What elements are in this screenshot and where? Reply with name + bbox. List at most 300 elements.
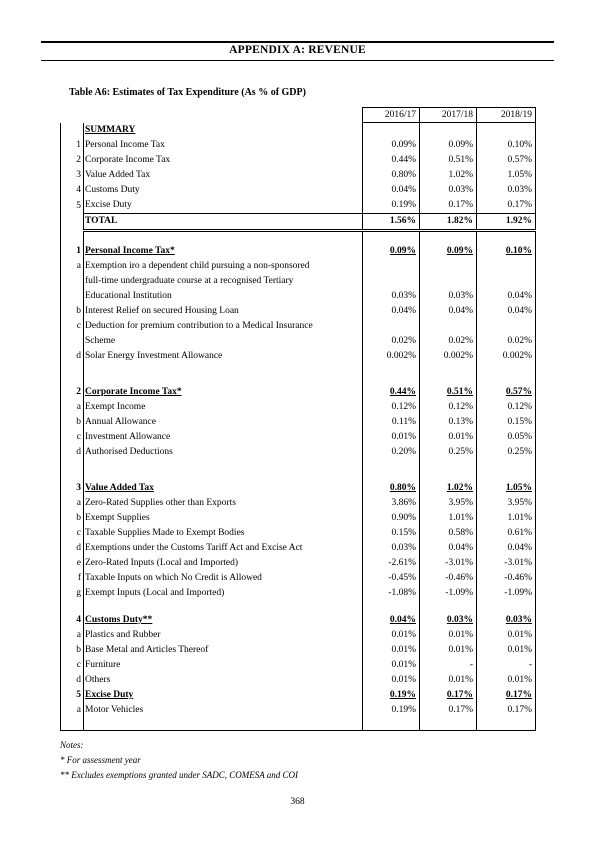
table-row <box>61 511 536 526</box>
value-text: 0.03% <box>507 185 532 195</box>
row-description-text: Furniture <box>85 660 121 670</box>
spacer-cell <box>420 231 477 245</box>
spacer-cell <box>61 601 84 613</box>
value-text: 0.04% <box>507 291 532 301</box>
value-text: 0.12% <box>507 402 532 412</box>
value-cell <box>477 613 536 628</box>
value-text: 0.03% <box>505 615 532 625</box>
value-text: 1.01% <box>448 513 473 523</box>
value-cell <box>363 153 420 168</box>
row-index: c <box>61 319 84 334</box>
value-cell <box>420 349 477 364</box>
row-description <box>84 445 363 460</box>
value-cell <box>420 259 477 274</box>
value-text: -3.01% <box>445 558 473 568</box>
value-cell <box>420 496 477 511</box>
value-cell <box>420 198 477 214</box>
row-index: c <box>61 526 84 541</box>
table-row <box>61 628 536 643</box>
table-row <box>61 319 536 334</box>
value-text: 0.04% <box>507 543 532 553</box>
value-cell <box>477 274 536 289</box>
value-cell <box>363 481 420 496</box>
value-text: 0.19% <box>391 200 416 210</box>
value-text: 0.10% <box>507 140 532 150</box>
value-cell <box>420 430 477 445</box>
row-description <box>84 526 363 541</box>
row-index: a <box>61 496 84 511</box>
row-index: 4 <box>61 183 84 198</box>
value-cell <box>363 319 420 334</box>
table-row <box>61 400 536 415</box>
row-description-text: Corporate Income Tax* <box>85 387 182 397</box>
row-description <box>84 556 363 571</box>
row-description <box>84 319 363 334</box>
notes <box>60 738 298 783</box>
row-description <box>84 244 363 259</box>
value-text: 0.09% <box>448 140 473 150</box>
row-index: a <box>61 259 84 274</box>
row-description-text: Solar Energy Investment Allowance <box>85 351 223 361</box>
row-description-text: Customs Duty <box>85 185 140 195</box>
value-text: 0.002% <box>386 351 416 361</box>
table-row <box>61 703 536 718</box>
value-text: 0.04% <box>391 185 416 195</box>
value-text: 0.02% <box>448 336 473 346</box>
row-description-text: SUMMARY <box>85 125 136 135</box>
value-cell <box>477 688 536 703</box>
value-cell <box>420 244 477 259</box>
table-row <box>61 274 536 289</box>
spacer-cell <box>420 718 477 731</box>
row-description <box>84 138 363 153</box>
row-index <box>61 123 84 139</box>
value-text: 3.95% <box>448 498 473 508</box>
row-index: a <box>61 400 84 415</box>
value-cell <box>420 658 477 673</box>
value-text: 0.04% <box>389 615 416 625</box>
table-row <box>61 673 536 688</box>
spacer-cell <box>363 364 420 385</box>
row-description <box>84 214 363 231</box>
section-row <box>61 244 536 259</box>
spacer-row <box>61 364 536 385</box>
row-index: b <box>61 643 84 658</box>
spacer-row <box>61 231 536 245</box>
value-text: 0.19% <box>389 690 416 700</box>
row-description-text: Zero-Rated Supplies other than Exports <box>85 498 236 508</box>
value-text: 0.03% <box>391 543 416 553</box>
value-cell <box>420 445 477 460</box>
value-text: 0.03% <box>448 185 473 195</box>
value-cell <box>363 244 420 259</box>
table-row <box>61 289 536 304</box>
value-cell <box>420 153 477 168</box>
year-header: 2017/18 <box>420 108 477 123</box>
table-row <box>61 430 536 445</box>
row-index: 4 <box>61 613 84 628</box>
value-text: 0.002% <box>502 351 532 361</box>
table-row <box>61 153 536 168</box>
value-text: 0.15% <box>507 417 532 427</box>
value-text: 0.17% <box>448 200 473 210</box>
value-cell <box>477 511 536 526</box>
table-row <box>61 541 536 556</box>
total-row <box>61 214 536 231</box>
row-index: b <box>61 511 84 526</box>
row-index: f <box>61 571 84 586</box>
value-cell <box>420 628 477 643</box>
spacer-cell <box>363 460 420 481</box>
notes-heading: Notes: <box>60 740 84 750</box>
spacer-cell <box>61 364 84 385</box>
row-description <box>84 613 363 628</box>
row-description-text: Motor Vehicles <box>85 705 144 715</box>
row-description-text: Taxable Inputs on which No Credit is Allowed <box>85 573 262 583</box>
section-row <box>61 613 536 628</box>
value-text: 3.86% <box>391 498 416 508</box>
value-text: 0.58% <box>448 528 473 538</box>
row-index: b <box>61 415 84 430</box>
value-cell <box>420 168 477 183</box>
row-description-text: full-time undergraduate course at a recognised Tertiary <box>85 276 294 286</box>
value-cell <box>477 628 536 643</box>
spacer-row <box>61 718 536 731</box>
value-cell <box>477 244 536 259</box>
value-cell <box>420 556 477 571</box>
spacer-cell <box>363 718 420 731</box>
row-index: e <box>61 556 84 571</box>
value-cell <box>363 400 420 415</box>
table-row <box>61 571 536 586</box>
value-cell <box>363 613 420 628</box>
row-description-text: Base Metal and Articles Thereof <box>85 645 209 655</box>
row-description <box>84 385 363 400</box>
table-row <box>61 304 536 319</box>
row-description <box>84 334 363 349</box>
value-cell <box>420 481 477 496</box>
table-row <box>61 334 536 349</box>
spacer-cell <box>84 364 363 385</box>
value-cell <box>477 430 536 445</box>
row-description <box>84 511 363 526</box>
value-cell <box>363 138 420 153</box>
row-description-text: Zero-Rated Inputs (Local and Imported) <box>85 558 238 568</box>
row-description-text: Plastics and Rubber <box>85 630 161 640</box>
header-blank-index <box>61 108 84 123</box>
value-text: 0.09% <box>391 140 416 150</box>
row-index: 3 <box>61 168 84 183</box>
spacer-cell <box>477 718 536 731</box>
value-cell <box>477 415 536 430</box>
value-text: 0.03% <box>391 291 416 301</box>
value-cell <box>477 304 536 319</box>
value-cell <box>363 556 420 571</box>
row-index: g <box>61 586 84 601</box>
note-exemptions: ** Excludes exemptions granted under SADC, COMESA and COI <box>60 770 299 780</box>
value-cell <box>420 274 477 289</box>
row-index: d <box>61 541 84 556</box>
value-text: 0.09% <box>446 246 473 256</box>
spacer-cell <box>363 601 420 613</box>
value-cell <box>363 214 420 231</box>
spacer-cell <box>84 460 363 481</box>
value-cell <box>477 198 536 214</box>
row-description <box>84 349 363 364</box>
row-description <box>84 123 363 139</box>
row-index: c <box>61 658 84 673</box>
row-description <box>84 688 363 703</box>
value-text: -3.01% <box>504 558 532 568</box>
value-cell <box>363 628 420 643</box>
value-cell <box>477 571 536 586</box>
table-header-row <box>61 108 536 123</box>
spacer-cell <box>61 460 84 481</box>
row-description-text: Excise Duty <box>85 690 134 700</box>
value-text: 1.01% <box>507 513 532 523</box>
spacer-cell <box>477 460 536 481</box>
value-text: 0.12% <box>448 402 473 412</box>
row-index: d <box>61 349 84 364</box>
value-text: 0.01% <box>391 645 416 655</box>
row-description <box>84 571 363 586</box>
value-text: 0.02% <box>507 336 532 346</box>
value-text: 0.17% <box>505 690 532 700</box>
table-row <box>61 123 536 139</box>
value-cell <box>363 334 420 349</box>
row-description-text: Exempt Supplies <box>85 513 150 523</box>
note-assessment-year: * For assessment year <box>60 755 141 765</box>
value-text: 1.82% <box>446 216 473 226</box>
row-index: a <box>61 703 84 718</box>
row-index: 1 <box>61 244 84 259</box>
value-text: 0.04% <box>391 306 416 316</box>
value-cell <box>420 123 477 139</box>
row-description-text: Personal Income Tax <box>85 140 165 150</box>
value-text: 0.01% <box>448 630 473 640</box>
row-description <box>84 541 363 556</box>
value-text: 0.57% <box>505 387 532 397</box>
value-text: 1.05% <box>507 170 532 180</box>
value-cell <box>363 526 420 541</box>
row-description-text: Deduction for premium contribution to a Medical Insurance <box>85 321 313 331</box>
row-description <box>84 259 363 274</box>
value-text: 0.44% <box>391 155 416 165</box>
value-text: -0.46% <box>445 573 473 583</box>
spacer-cell <box>84 718 363 731</box>
value-cell <box>420 214 477 231</box>
page-number: 368 <box>290 797 305 807</box>
year-header: 2016/17 <box>363 108 420 123</box>
row-description <box>84 183 363 198</box>
value-text: 0.17% <box>446 690 473 700</box>
value-text: 0.002% <box>443 351 473 361</box>
value-cell <box>363 430 420 445</box>
value-text: 0.25% <box>507 447 532 457</box>
value-text: 0.57% <box>507 155 532 165</box>
value-cell <box>363 259 420 274</box>
value-text: 0.80% <box>391 170 416 180</box>
table-row <box>61 168 536 183</box>
value-text: -0.46% <box>504 573 532 583</box>
row-index: 3 <box>61 481 84 496</box>
spacer-cell <box>420 364 477 385</box>
value-text: 0.03% <box>448 291 473 301</box>
value-cell <box>420 319 477 334</box>
spacer-cell <box>61 231 84 245</box>
value-text: -2.61% <box>388 558 416 568</box>
row-index <box>61 214 84 231</box>
row-description-text: TOTAL <box>85 216 118 226</box>
value-cell <box>420 526 477 541</box>
row-description-text: Annual Allowance <box>85 417 156 427</box>
row-index: 2 <box>61 153 84 168</box>
table-row <box>61 198 536 214</box>
row-index: c <box>61 430 84 445</box>
spacer-cell <box>363 231 420 245</box>
value-cell <box>420 400 477 415</box>
value-cell <box>477 138 536 153</box>
row-description-text: Exemption iro a dependent child pursuing a non-sponsored <box>85 261 310 271</box>
value-cell <box>363 511 420 526</box>
value-cell <box>420 643 477 658</box>
value-text: - <box>469 660 473 670</box>
value-cell <box>420 703 477 718</box>
value-cell <box>477 481 536 496</box>
row-index: d <box>61 673 84 688</box>
value-cell <box>363 445 420 460</box>
row-description-text: Taxable Supplies Made to Exempt Bodies <box>85 528 245 538</box>
row-index: 5 <box>61 688 84 703</box>
value-cell <box>477 385 536 400</box>
value-text: 3.95% <box>507 498 532 508</box>
value-text: 0.90% <box>391 513 416 523</box>
row-index: 5 <box>61 198 84 214</box>
value-cell <box>420 511 477 526</box>
value-text: 0.51% <box>448 155 473 165</box>
value-text: 0.01% <box>391 630 416 640</box>
table-row <box>61 138 536 153</box>
row-description <box>84 628 363 643</box>
table-row <box>61 415 536 430</box>
row-description-text: Exempt Inputs (Local and Imported) <box>85 588 225 598</box>
value-cell <box>477 168 536 183</box>
spacer-row <box>61 460 536 481</box>
value-cell <box>363 415 420 430</box>
value-text: 0.01% <box>507 675 532 685</box>
value-cell <box>477 526 536 541</box>
value-text: 0.12% <box>391 402 416 412</box>
row-description <box>84 274 363 289</box>
value-cell <box>363 183 420 198</box>
row-description-text: Corporate Income Tax <box>85 155 171 165</box>
value-text: 0.20% <box>391 447 416 457</box>
row-index: 1 <box>61 138 84 153</box>
value-text: 0.51% <box>446 387 473 397</box>
table-row <box>61 496 536 511</box>
value-cell <box>363 541 420 556</box>
value-text: 0.17% <box>507 200 532 210</box>
value-text: 0.19% <box>391 705 416 715</box>
row-description <box>84 586 363 601</box>
value-cell <box>363 643 420 658</box>
spacer-cell <box>420 601 477 613</box>
header-blank-desc <box>84 108 363 123</box>
value-cell <box>477 334 536 349</box>
value-cell <box>477 673 536 688</box>
row-description-text: Scheme <box>85 336 116 346</box>
row-description <box>84 430 363 445</box>
value-cell <box>477 289 536 304</box>
value-text: 0.15% <box>391 528 416 538</box>
value-text: -1.09% <box>504 588 532 598</box>
row-description <box>84 415 363 430</box>
value-text: 0.05% <box>507 432 532 442</box>
row-description <box>84 643 363 658</box>
table-row <box>61 183 536 198</box>
value-cell <box>477 445 536 460</box>
row-description-text: Excise Duty <box>85 200 132 210</box>
value-text: 0.01% <box>507 630 532 640</box>
row-index <box>61 274 84 289</box>
table-row <box>61 526 536 541</box>
row-description-text: Authorised Deductions <box>85 447 173 457</box>
value-cell <box>420 415 477 430</box>
value-cell <box>477 541 536 556</box>
value-text: -1.09% <box>445 588 473 598</box>
value-cell <box>477 658 536 673</box>
table-row <box>61 643 536 658</box>
value-text: 0.01% <box>448 432 473 442</box>
row-description <box>84 153 363 168</box>
value-text: 0.04% <box>448 543 473 553</box>
value-cell <box>363 688 420 703</box>
value-text: 0.04% <box>507 306 532 316</box>
row-index: a <box>61 628 84 643</box>
section-row <box>61 385 536 400</box>
value-text: 1.02% <box>446 483 473 493</box>
table-row <box>61 445 536 460</box>
value-text: 1.56% <box>389 216 416 226</box>
value-cell <box>420 571 477 586</box>
row-index <box>61 334 84 349</box>
row-index: 2 <box>61 385 84 400</box>
value-cell <box>477 496 536 511</box>
row-index <box>61 289 84 304</box>
value-text: 1.92% <box>505 216 532 226</box>
spacer-cell <box>61 718 84 731</box>
value-text: 0.25% <box>448 447 473 457</box>
row-description-text: Exemptions under the Customs Tariff Act and Excise Act <box>85 543 303 553</box>
row-description-text: Interest Relief on secured Housing Loan <box>85 306 239 316</box>
value-text: 0.01% <box>448 645 473 655</box>
value-cell <box>420 613 477 628</box>
value-text: 0.13% <box>448 417 473 427</box>
section-row <box>61 481 536 496</box>
spacer-cell <box>84 231 363 245</box>
value-text: 1.02% <box>448 170 473 180</box>
value-cell <box>420 138 477 153</box>
row-description-text: Others <box>85 675 111 685</box>
value-cell <box>363 304 420 319</box>
value-cell <box>363 586 420 601</box>
value-cell <box>363 571 420 586</box>
table-caption: Table A6: Estimates of Tax Expenditure (As % of GDP) <box>69 87 306 98</box>
value-cell <box>477 259 536 274</box>
row-index: d <box>61 445 84 460</box>
value-cell <box>420 289 477 304</box>
value-text: 0.10% <box>505 246 532 256</box>
